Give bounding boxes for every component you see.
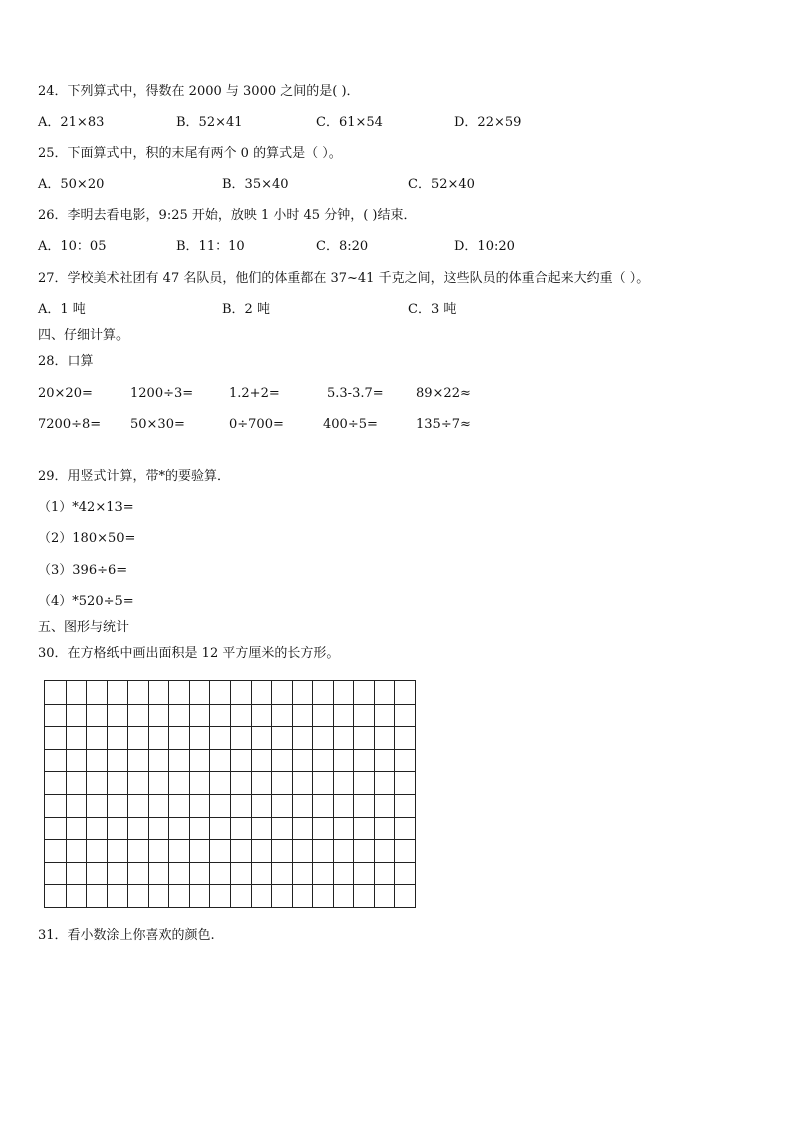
q24-option-b: B．52×41 <box>176 115 243 130</box>
q28-row1-item: 89×22≈ <box>416 386 471 401</box>
q27-option-b: B．2 吨 <box>222 302 270 317</box>
question-31: 31．看小数涂上你喜欢的颜色. <box>38 928 215 943</box>
q28-row2-item: 0÷700= <box>229 417 284 432</box>
q24-option-c: C．61×54 <box>316 115 383 130</box>
q27-option-a: A．1 吨 <box>38 302 86 317</box>
q24-option-a: A．21×83 <box>38 115 105 130</box>
q28-row1-item: 1.2+2= <box>229 386 280 401</box>
q26-option-a: A．10：05 <box>38 239 107 254</box>
question-29: 29．用竖式计算，带*的要验算． <box>38 469 231 484</box>
q29-item-3: （3）396÷6= <box>38 563 128 578</box>
question-25: 25．下面算式中，积的末尾有两个 0 的算式是（ ）。 <box>38 146 342 161</box>
section-4-heading: 四、仔细计算。 <box>38 328 130 343</box>
section-5-heading: 五、图形与统计 <box>38 620 130 635</box>
q28-row2-item: 400÷5= <box>323 417 378 432</box>
q26-option-b: B．11：10 <box>176 239 245 254</box>
q29-item-4: （4）*520÷5= <box>38 594 134 609</box>
q25-option-c: C．52×40 <box>408 177 475 192</box>
q28-row2-item: 50×30= <box>130 417 185 432</box>
square-grid-paper[interactable] <box>44 680 416 908</box>
q29-item-2: （2）180×50= <box>38 531 136 546</box>
grid-lines <box>45 681 415 907</box>
q28-row2-item: 7200÷8= <box>38 417 102 432</box>
question-30: 30．在方格纸中画出面积是 12 平方厘米的长方形。 <box>38 646 340 661</box>
question-28: 28．口算 <box>38 354 94 369</box>
q28-row1-item: 1200÷3= <box>130 386 194 401</box>
q24-option-d: D．22×59 <box>454 115 522 130</box>
q25-option-a: A．50×20 <box>38 177 105 192</box>
question-26: 26．李明去看电影，9:25 开始，放映 1 小时 45 分钟，( )结束． <box>38 208 417 223</box>
q28-row1-item: 20×20= <box>38 386 93 401</box>
q25-option-b: B．35×40 <box>222 177 289 192</box>
q26-option-c: C．8:20 <box>316 239 369 254</box>
question-27: 27．学校美术社团有 47 名队员，他们的体重都在 37~41 千克之间，这些队员的体重合起来大约重（ ）。 <box>38 271 650 286</box>
q26-option-d: D．10:20 <box>454 239 515 254</box>
q28-row1-item: 5.3-3.7= <box>327 386 384 401</box>
q29-item-1: （1）*42×13= <box>38 500 134 515</box>
question-24: 24．下列算式中，得数在 2000 与 3000 之间的是( )． <box>38 84 360 99</box>
q27-option-c: C．3 吨 <box>408 302 457 317</box>
q28-row2-item: 135÷7≈ <box>416 417 471 432</box>
